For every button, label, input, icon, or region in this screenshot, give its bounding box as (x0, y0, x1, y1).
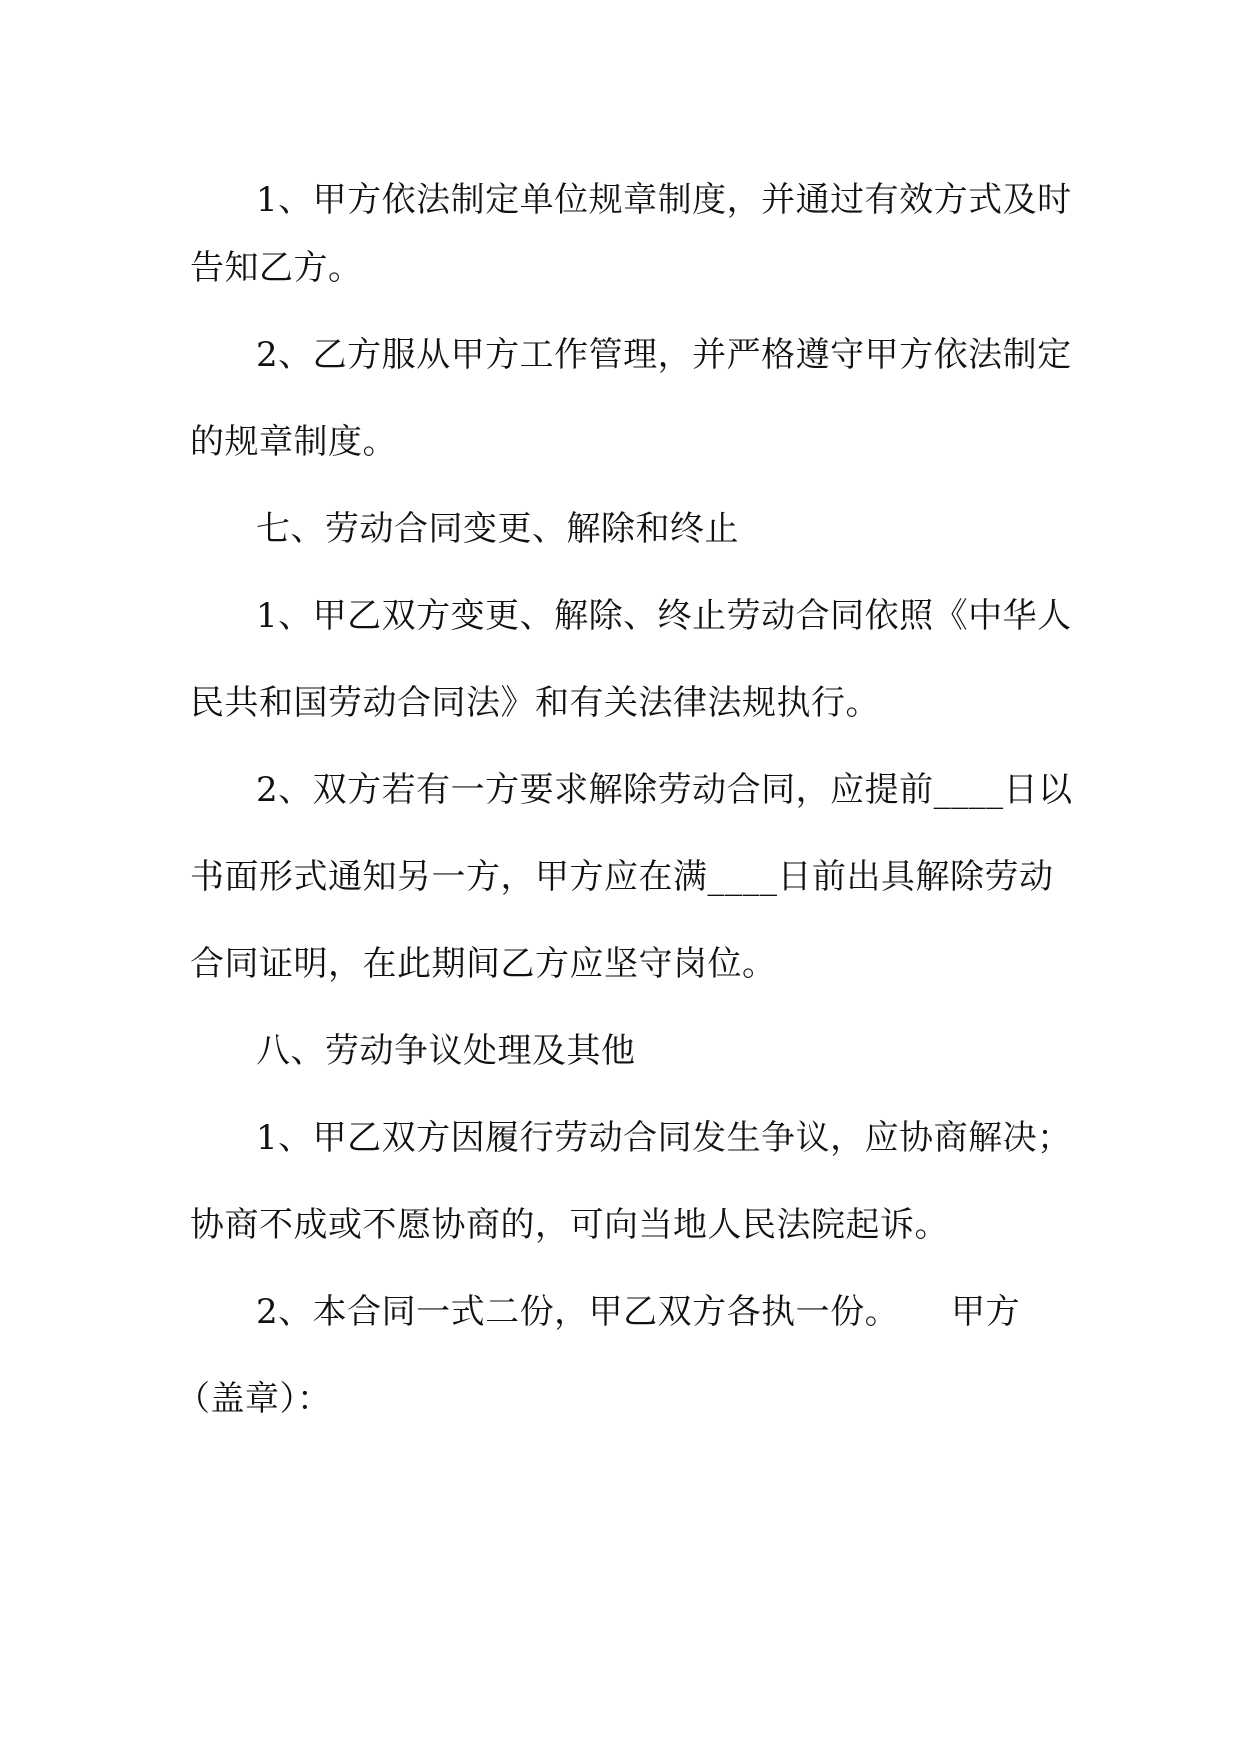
section-7-heading: 七、劳动合同变更、解除和终止 (256, 509, 739, 549)
clause-6-2-line-1: 2、乙方服从甲方工作管理，并严格遵守甲方依法制定 (256, 335, 1072, 375)
clause-6-2-line-2: 的规章制度。 (190, 422, 397, 462)
clause-6-1-line-1: 1、甲方依法制定单位规章制度，并通过有效方式及时 (256, 180, 1072, 220)
clause-8-1-line-1: 1、甲乙双方因履行劳动合同发生争议，应协商解决； (256, 1118, 1072, 1158)
clause-6-1-line-2: 告知乙方。 (190, 248, 363, 288)
clause-7-2-line-1: 2、双方若有一方要求解除劳动合同，应提前____日以 (256, 770, 1073, 810)
seal-label: （盖章）： (176, 1379, 332, 1419)
section-8-heading: 八、劳动争议处理及其他 (256, 1031, 636, 1071)
clause-8-1-line-2: 协商不成或不愿协商的，可向当地人民法院起诉。 (190, 1205, 949, 1245)
clause-7-1-line-2: 民共和国劳动合同法》和有关法律法规执行。 (190, 683, 880, 723)
clause-7-1-line-1: 1、甲乙双方变更、解除、终止劳动合同依照《中华人 (256, 596, 1072, 636)
clause-7-2-line-3: 合同证明，在此期间乙方应坚守岗位。 (190, 944, 777, 984)
clause-8-2-line-1: 2、本合同一式二份，甲乙双方各执一份。 甲方 (256, 1292, 1021, 1332)
clause-7-2-line-2: 书面形式通知另一方，甲方应在满____日前出具解除劳动 (190, 857, 1054, 897)
